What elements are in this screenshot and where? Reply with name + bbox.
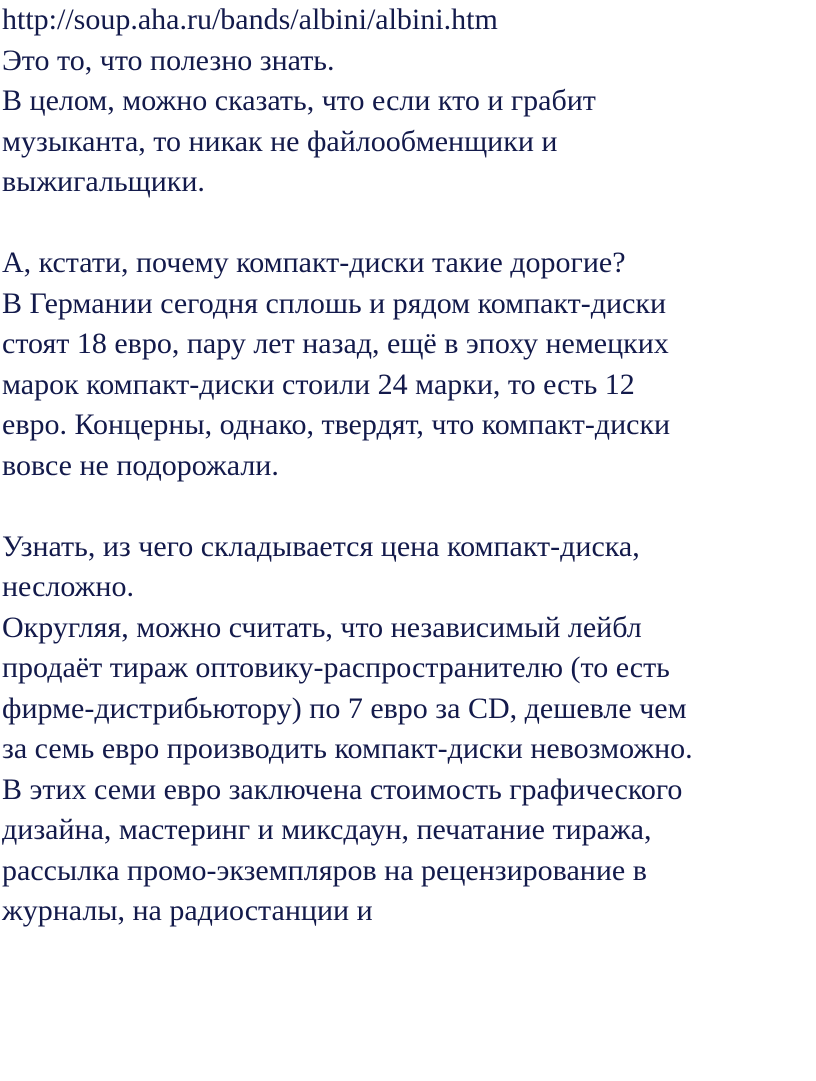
text-line: В Германии сегодня сплошь и рядом компакт-диски [2, 286, 667, 320]
paragraph-1 [2, 81, 814, 203]
text-line: стоят 18 евро, пару лет назад, ещё в эпоху немецких [2, 327, 669, 360]
text-line: евро. Концерны, однако, твердят, что компакт-диски [2, 408, 671, 441]
document-body [2, 0, 814, 932]
paragraph-gap [2, 203, 814, 244]
text-line: дизайна, мастеринг и миксдаун, печатание тиража, [2, 813, 652, 846]
text-line: несложно. [2, 570, 134, 603]
text-line: В этих семи евро заключена стоимость графического [2, 772, 683, 806]
text-line: вовсе не подорожали. [2, 448, 279, 482]
text-line: продаёт тираж оптовику-распространителю (то есть [2, 651, 670, 684]
text-line: фирме-дистрибьютору) по 7 евро за CD, дешевле чем [2, 691, 687, 725]
paragraph-2 [2, 243, 814, 486]
text-line: рассылка промо-экземпляров на рецензирование в [2, 853, 647, 887]
text-line: Узнать, из чего складывается цена компакт-диска, [2, 529, 640, 563]
paragraph-gap [2, 486, 814, 527]
text-line: А, кстати, почему компакт-диски такие дорогие? [2, 246, 626, 279]
source-url[interactable]: http://soup.aha.ru/bands/albini/albini.htm [2, 3, 498, 36]
text-line: марок компакт-диски стоили 24 марки, то есть 12 [2, 367, 635, 401]
text-line: выжигальщики. [2, 165, 205, 198]
text-line: музыканта, то никак не файлообменщики и [2, 124, 558, 158]
text-line: за семь евро производить компакт-диски невозможно. [2, 732, 693, 765]
text-line: Округляя, можно считать, что независимый лейбл [2, 610, 642, 644]
text-line: В целом, можно сказать, что если кто и грабит [2, 84, 596, 117]
intro-line: Это то, что полезно знать. [2, 43, 335, 77]
text-line: журналы, на радиостанции и [2, 894, 373, 927]
paragraph-3 [2, 527, 814, 932]
